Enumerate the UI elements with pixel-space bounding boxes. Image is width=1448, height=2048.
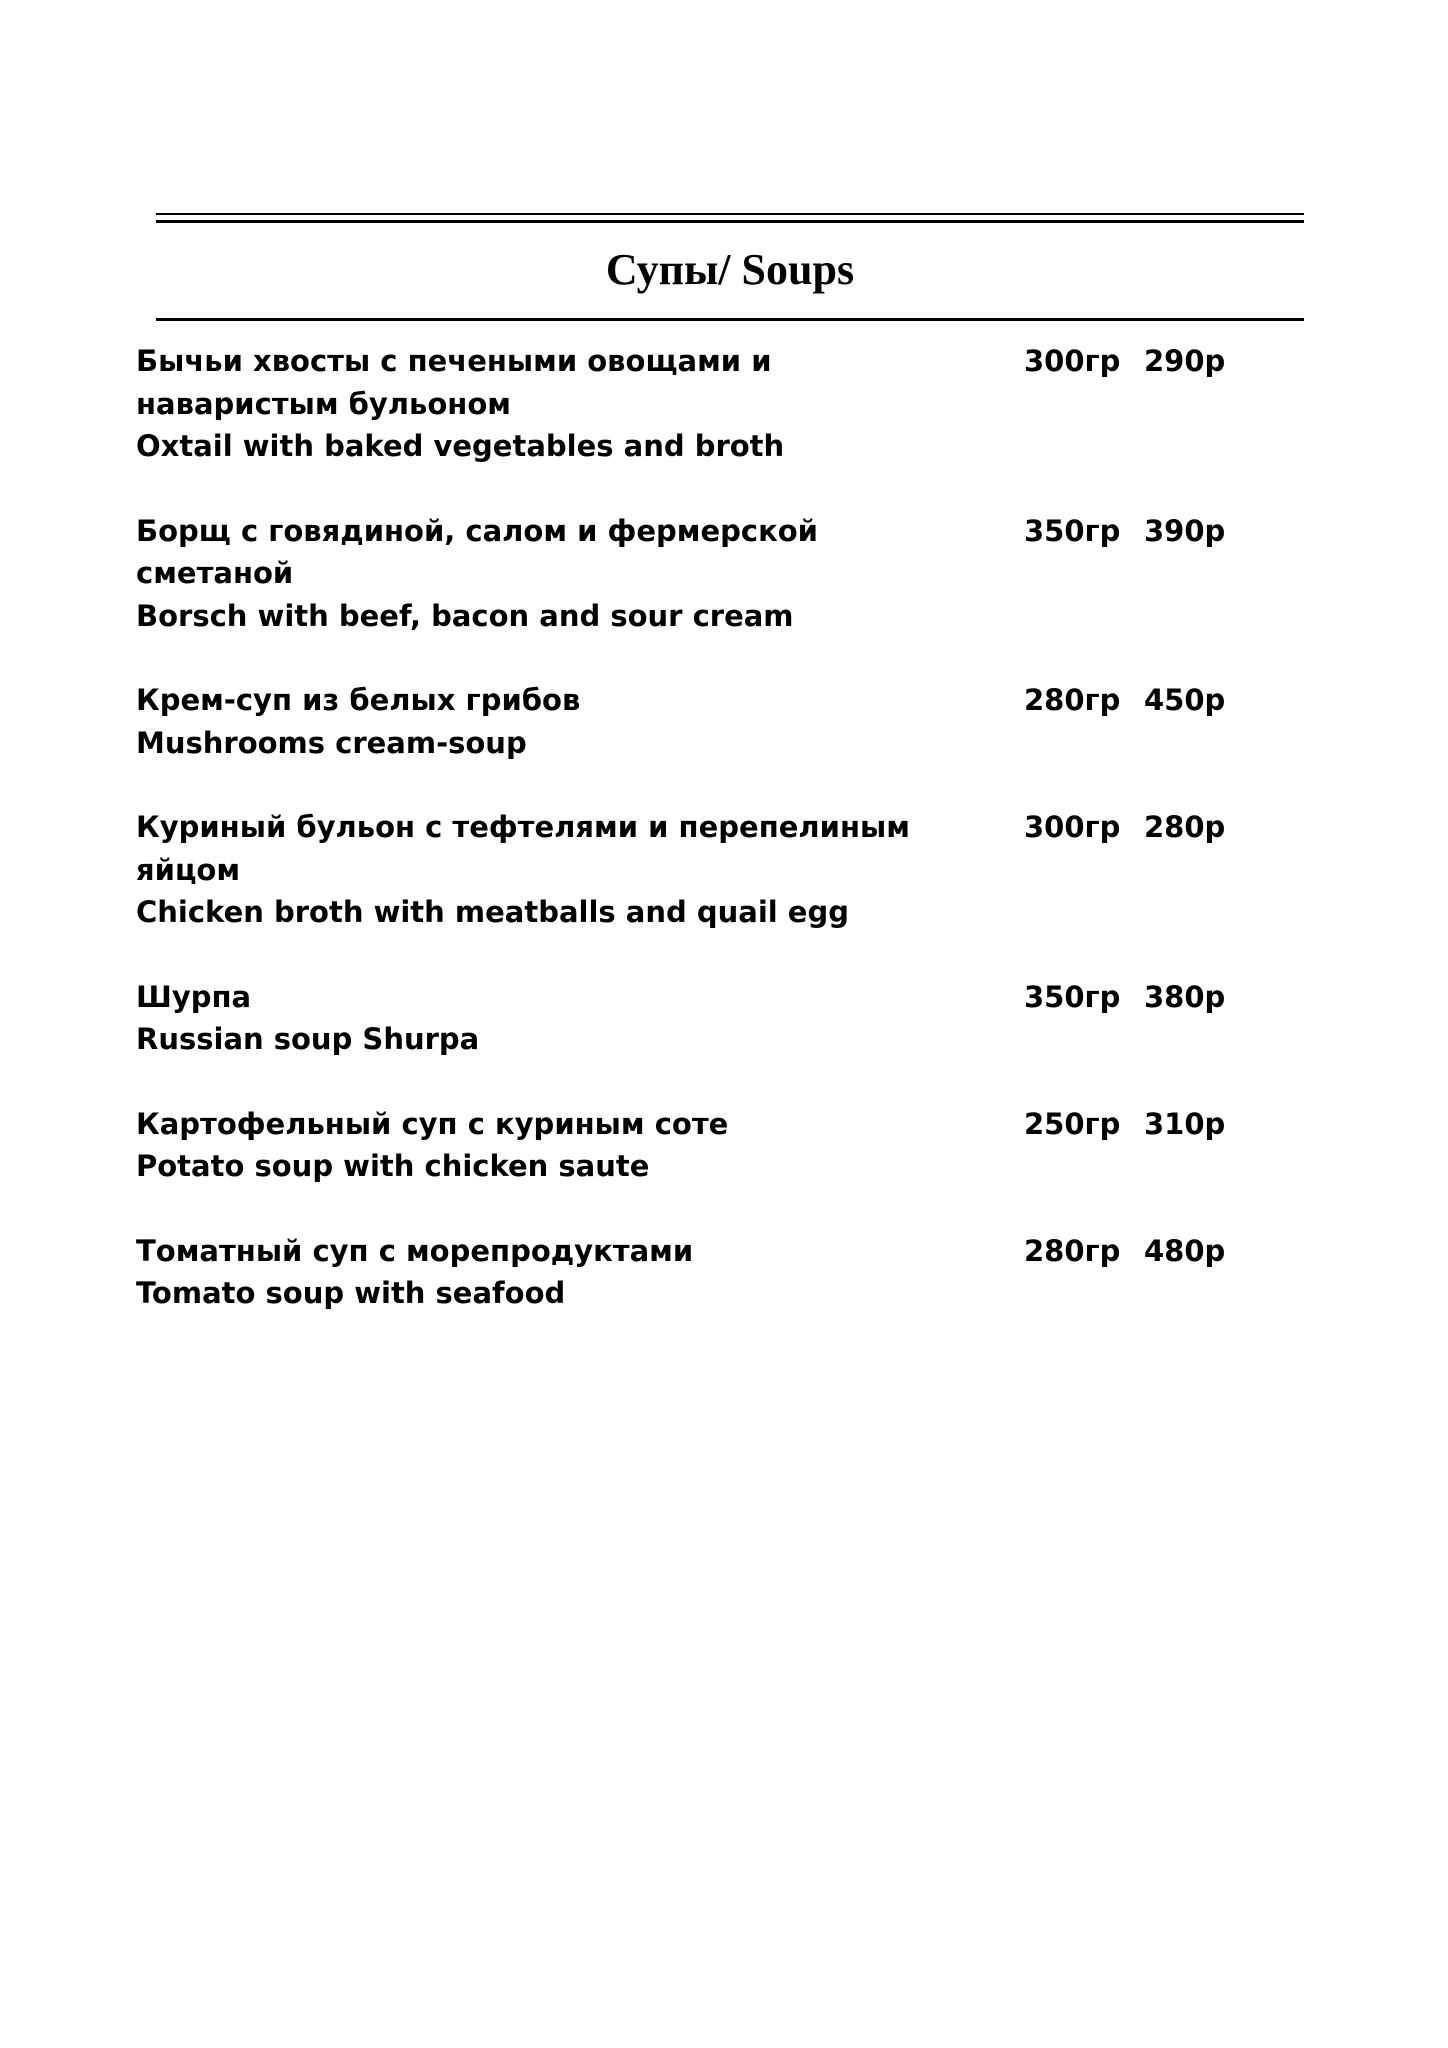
menu-item <box>136 976 1316 1061</box>
menu-item <box>136 510 1316 638</box>
section-heading: Супы/ Soups <box>605 245 855 294</box>
menu-item <box>136 340 1316 468</box>
top-double-rule-thick <box>156 220 1304 223</box>
dish-weight: 280гр <box>1024 683 1121 717</box>
dish-weight: 350гр <box>1024 513 1121 548</box>
soup-menu-list <box>136 340 1316 1357</box>
dish-name-en: Borsch with beef, bacon and sour cream <box>136 598 794 633</box>
dish-name-ru: Картофельный суп с куриным соте <box>136 1106 729 1141</box>
dish-name-ru: Бычьи хвосты с печеными овощами и наваристым бульоном <box>136 344 772 421</box>
dish-weight: 250гр <box>1024 1106 1121 1141</box>
dish-names <box>136 1230 966 1315</box>
dish-name-en: Oxtail with baked vegetables and broth <box>136 429 785 463</box>
menu-item <box>136 679 1316 764</box>
dish-price: 450р <box>1144 683 1226 717</box>
dish-name-ru: Крем-суп из белых грибов <box>136 683 581 717</box>
dish-names <box>136 510 966 638</box>
dish-name-ru: Шурпа <box>136 979 252 1014</box>
dish-names <box>136 976 966 1061</box>
dish-price: 480р <box>1144 1233 1226 1268</box>
dish-name-ru: Томатный суп с морепродуктами <box>136 1233 694 1268</box>
dish-name-en: Russian soup Shurpa <box>136 1022 480 1056</box>
menu-item <box>136 1103 1316 1188</box>
dish-name-en: Chicken broth with meatballs and quail egg <box>136 895 849 929</box>
dish-price: 310р <box>1144 1106 1226 1141</box>
dish-weight: 350гр <box>1024 979 1121 1014</box>
dish-price: 280р <box>1144 810 1226 844</box>
dish-names <box>136 679 966 764</box>
dish-weight: 300гр <box>1024 810 1121 844</box>
dish-names <box>136 1103 966 1188</box>
dish-weight: 280гр <box>1024 1233 1121 1268</box>
dish-name-en: Potato soup with chicken saute <box>136 1149 650 1183</box>
menu-item <box>136 806 1316 934</box>
dish-weight: 300гр <box>1024 344 1121 378</box>
dish-name-ru: Борщ с говядиной, салом и фермерской сметаной <box>136 513 818 590</box>
dish-name-en: Mushrooms cream-soup <box>136 725 527 760</box>
dish-price: 390р <box>1144 513 1226 548</box>
menu-item <box>136 1230 1316 1315</box>
heading-underline-rule <box>156 318 1304 321</box>
dish-name-en: Tomato soup with seafood <box>136 1276 566 1310</box>
dish-names <box>136 340 966 468</box>
top-double-rule-thin <box>156 213 1304 215</box>
dish-names <box>136 806 966 934</box>
dish-price: 290р <box>1144 344 1226 378</box>
dish-name-ru: Куриный бульон с тефтелями и перепелиным яйцом <box>136 810 910 887</box>
dish-price: 380р <box>1144 979 1226 1014</box>
